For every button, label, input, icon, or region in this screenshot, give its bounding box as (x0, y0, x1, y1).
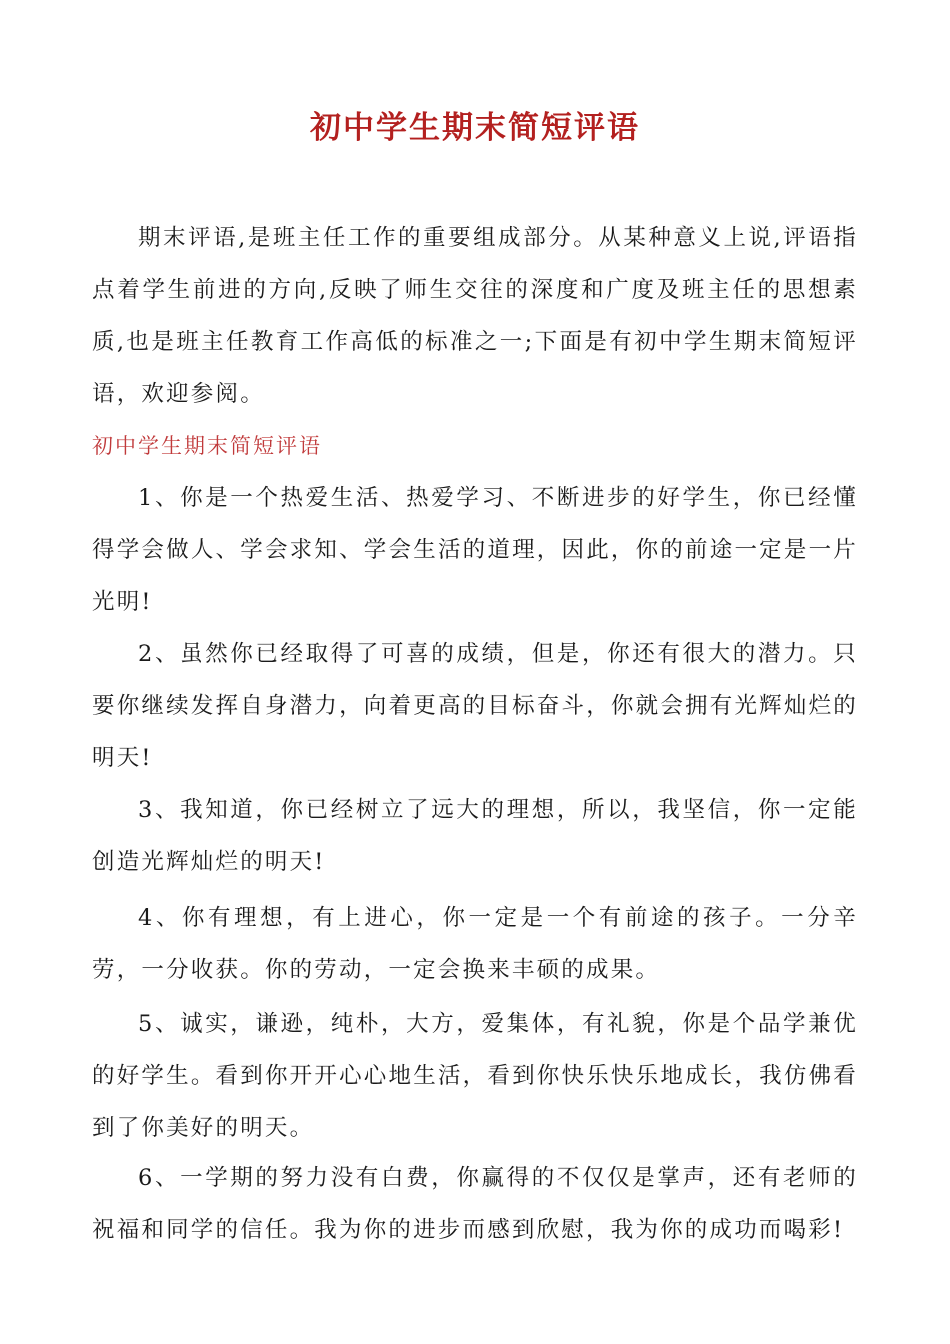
comment-item-5: 5、诚实，谦逊，纯朴，大方，爱集体，有礼貌，你是个品学兼优的好学生。看到你开开心心地生活，看到你快乐快乐地成长，我仿佛看到了你美好的明天。 (92, 1011, 858, 1141)
comment-item-4: 4、你有理想，有上进心，你一定是一个有前途的孩子。一分辛劳，一分收获。你的劳动，一定会换来丰硕的成果。 (92, 905, 858, 983)
comment-item-2: 2、虽然你已经取得了可喜的成绩，但是，你还有很大的潜力。只要你继续发挥自身潜力，向着更高的目标奋斗，你就会拥有光辉灿烂的明天! (92, 641, 858, 771)
document-title: 初中学生期末简短评语 (310, 110, 640, 146)
intro-paragraph: 期末评语,是班主任工作的重要组成部分。从某种意义上说,评语指点着学生前进的方向,反映了师生交往的深度和广度及班主任的思想素质,也是班主任教育工作高低的标准之一;下面是有初中学生期末简短评语，欢迎参阅。 (92, 225, 858, 407)
section-subheading: 初中学生期末简短评语 (92, 434, 322, 458)
comment-item-6: 6、一学期的努力没有白费，你赢得的不仅仅是掌声，还有老师的祝福和同学的信任。我为你的进步而感到欣慰，我为你的成功而喝彩! (92, 1165, 858, 1243)
comment-item-1: 1、你是一个热爱生活、热爱学习、不断进步的好学生，你已经懂得学会做人、学会求知、学会生活的道理，因此，你的前途一定是一片光明! (92, 485, 858, 615)
comment-item-3: 3、我知道，你已经树立了远大的理想，所以，我坚信，你一定能创造光辉灿烂的明天! (92, 797, 858, 875)
